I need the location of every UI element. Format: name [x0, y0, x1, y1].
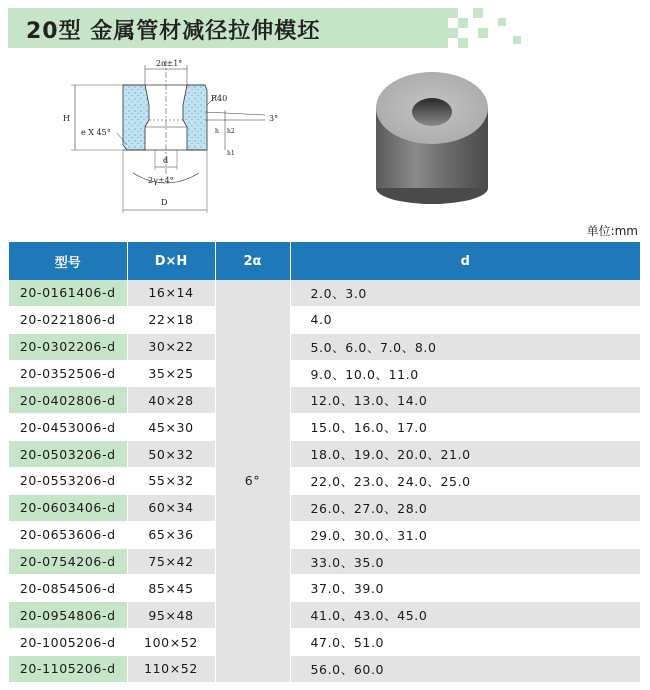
cell-model: 20-0503206-d	[9, 441, 127, 468]
cell-model: 20-0754206-d	[9, 548, 127, 575]
cell-dh: 35×25	[127, 360, 215, 387]
table-row	[9, 656, 640, 683]
unit-label: 单位:mm	[586, 224, 638, 238]
cell-dh: 30×22	[127, 333, 215, 360]
spec-table	[9, 242, 640, 683]
pixel-decoration	[448, 8, 458, 18]
cell-dh: 85×45	[127, 575, 215, 602]
label-radius: R40	[211, 94, 228, 103]
cell-model: 20-0302206-d	[9, 333, 127, 360]
cell-d: 9.0、10.0、11.0	[290, 360, 640, 387]
cell-dh: 45×30	[127, 414, 215, 441]
cell-model: 20-0854506-d	[9, 575, 127, 602]
pixel-decoration	[458, 38, 468, 48]
cell-dh: 22×18	[127, 306, 215, 333]
table-row	[9, 521, 640, 548]
cell-d: 47.0、51.0	[290, 629, 640, 656]
cell-d: 12.0、13.0、14.0	[290, 387, 640, 414]
cell-model: 20-0161406-d	[9, 280, 127, 306]
cell-dh: 110×52	[127, 656, 215, 683]
header-two-alpha: 2α	[215, 242, 290, 280]
cell-model: 20-0352506-d	[9, 360, 127, 387]
label-h2: h2	[227, 128, 235, 135]
cell-d: 26.0、27.0、28.0	[290, 494, 640, 521]
label-two-gamma: 2γ±4°	[148, 176, 174, 185]
table-row	[9, 575, 640, 602]
table-row	[9, 414, 640, 441]
cell-dh: 75×42	[127, 548, 215, 575]
table-row	[9, 602, 640, 629]
pixel-decoration	[473, 8, 483, 18]
label-height: H	[63, 114, 70, 123]
cell-model: 20-0453006-d	[9, 414, 127, 441]
cell-model: 20-0954806-d	[9, 602, 127, 629]
table-header-row	[9, 242, 640, 280]
cell-model: 20-0553206-d	[9, 468, 127, 495]
cell-dh: 95×48	[127, 602, 215, 629]
cell-two-alpha: 6°	[215, 280, 290, 682]
table-row	[9, 306, 640, 333]
cell-d: 4.0	[290, 306, 640, 333]
cell-d: 2.0、3.0	[290, 280, 640, 306]
cell-model: 20-0603406-d	[9, 494, 127, 521]
pixel-decoration	[458, 18, 468, 28]
cell-d: 22.0、23.0、24.0、25.0	[290, 468, 640, 495]
label-h1: h1	[227, 150, 235, 157]
cell-dh: 40×28	[127, 387, 215, 414]
cell-model: 20-0221806-d	[9, 306, 127, 333]
cell-model: 20-0653606-d	[9, 521, 127, 548]
label-two-alpha: 2α±1°	[156, 59, 183, 68]
table-row	[9, 280, 640, 306]
cell-dh: 50×32	[127, 441, 215, 468]
cell-d: 41.0、43.0、45.0	[290, 602, 640, 629]
header-dh: D×H	[127, 242, 215, 280]
cylinder-illustration	[368, 68, 496, 206]
pixel-decoration	[513, 36, 521, 44]
cell-d: 29.0、30.0、31.0	[290, 521, 640, 548]
label-h: h	[215, 128, 219, 135]
table-row	[9, 360, 640, 387]
cell-d: 56.0、60.0	[290, 656, 640, 683]
cell-d: 37.0、39.0	[290, 575, 640, 602]
cell-d: 18.0、19.0、20.0、21.0	[290, 441, 640, 468]
pixel-decoration	[478, 28, 488, 38]
cell-dh: 55×32	[127, 468, 215, 495]
table-row	[9, 387, 640, 414]
table-row	[9, 468, 640, 495]
table-row	[9, 629, 640, 656]
cell-d: 15.0、16.0、17.0	[290, 414, 640, 441]
cell-model: 20-1005206-d	[9, 629, 127, 656]
header-model: 型号	[9, 242, 127, 280]
cell-d: 5.0、6.0、7.0、8.0	[290, 333, 640, 360]
cell-dh: 60×34	[127, 494, 215, 521]
label-D: D	[161, 198, 168, 207]
cell-model: 20-0402806-d	[9, 387, 127, 414]
cell-d: 33.0、35.0	[290, 548, 640, 575]
cell-dh: 100×52	[127, 629, 215, 656]
cross-section-diagram	[55, 55, 295, 220]
table-row	[9, 494, 640, 521]
label-angle-3: 3°	[269, 114, 279, 123]
label-chamfer: e X 45°	[81, 128, 111, 137]
pixel-decoration	[498, 18, 506, 26]
page-title: 20型 金属管材减径拉伸模坯	[26, 19, 321, 44]
table-row	[9, 441, 640, 468]
table-row	[9, 548, 640, 575]
cell-model: 20-1105206-d	[9, 656, 127, 683]
header-d: d	[290, 242, 640, 280]
label-d: d	[163, 156, 169, 165]
table-row	[9, 333, 640, 360]
page-header	[8, 8, 644, 48]
cell-dh: 16×14	[127, 280, 215, 306]
pixel-decoration	[448, 28, 458, 38]
cell-dh: 65×36	[127, 521, 215, 548]
